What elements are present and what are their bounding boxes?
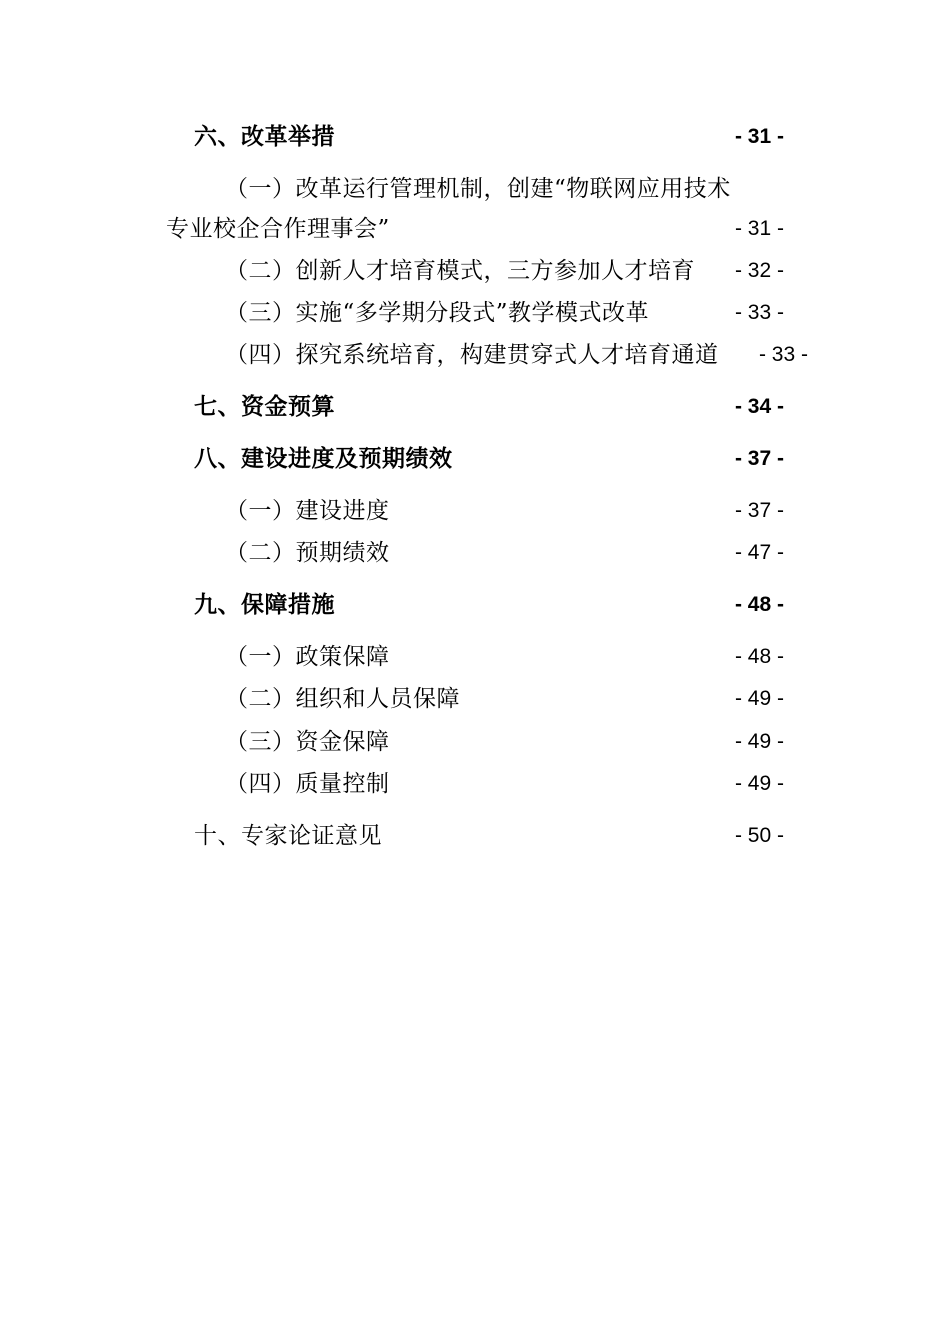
toc-entry-6-4[interactable]: [0, 340, 950, 374]
toc-entry-8-2[interactable]: [0, 538, 950, 572]
toc-entry-9-2[interactable]: [0, 684, 950, 718]
toc-entry-page: - 33 -: [758, 343, 808, 366]
toc-entry-page: - 50 -: [734, 824, 784, 847]
toc-entry-title: （一）建设进度: [225, 498, 390, 524]
toc-entry-title: （三）实施“多学期分段式”教学模式改革: [225, 300, 650, 326]
toc-entry-page: - 32 -: [734, 259, 784, 282]
toc-entry-title: （一）政策保障: [225, 644, 390, 670]
toc-entry-title: （二）预期绩效: [225, 540, 390, 566]
toc-entry-section-8[interactable]: [0, 444, 950, 478]
toc-entry-6-1-line2[interactable]: [0, 214, 950, 248]
toc-entry-6-1-line1[interactable]: [0, 174, 950, 208]
toc-entry-title: 七、资金预算: [194, 394, 335, 420]
toc-entry-section-6[interactable]: [0, 122, 950, 156]
toc-entry-page: - 34 -: [734, 395, 784, 418]
toc-entry-title: （四）探究系统培育，构建贯穿式人才培育通道: [225, 342, 719, 368]
toc-entry-9-1[interactable]: [0, 642, 950, 676]
toc-entry-page: - 37 -: [734, 447, 784, 470]
toc-entry-page: - 49 -: [734, 730, 784, 753]
toc-entry-title: 专业校企合作理事会”: [166, 216, 390, 242]
toc-entry-9-3[interactable]: [0, 727, 950, 761]
toc-entry-page: - 47 -: [734, 541, 784, 564]
toc-entry-title: （二）创新人才培育模式，三方参加人才培育: [225, 258, 695, 284]
toc-entry-6-3[interactable]: [0, 298, 950, 332]
toc-entry-title: （一）改革运行管理机制，创建“物联网应用技术: [225, 176, 731, 202]
toc-entry-page: - 37 -: [734, 499, 784, 522]
toc-entry-title: 六、改革举措: [194, 124, 335, 150]
toc-entry-title: 十、专家论证意见: [194, 823, 382, 849]
toc-entry-title: 八、建设进度及预期绩效: [194, 446, 453, 472]
toc-entry-title: （四）质量控制: [225, 771, 390, 797]
toc-entry-8-1[interactable]: [0, 496, 950, 530]
toc-entry-section-7[interactable]: [0, 392, 950, 426]
toc-entry-page: - 31 -: [734, 125, 784, 148]
toc-entry-page: - 31 -: [734, 217, 784, 240]
toc-entry-9-4[interactable]: [0, 769, 950, 803]
toc-entry-page: - 49 -: [734, 687, 784, 710]
toc-entry-section-9[interactable]: [0, 590, 950, 624]
toc-entry-section-10[interactable]: [0, 821, 950, 855]
toc-entry-page: - 33 -: [734, 301, 784, 324]
toc-entry-6-2[interactable]: [0, 256, 950, 290]
toc-entry-title: （三）资金保障: [225, 729, 390, 755]
toc-entry-title: 九、保障措施: [194, 592, 335, 618]
toc-entry-title: （二）组织和人员保障: [225, 686, 460, 712]
toc-entry-page: - 48 -: [734, 645, 784, 668]
toc-entry-page: - 48 -: [734, 593, 784, 616]
toc-entry-page: - 49 -: [734, 772, 784, 795]
